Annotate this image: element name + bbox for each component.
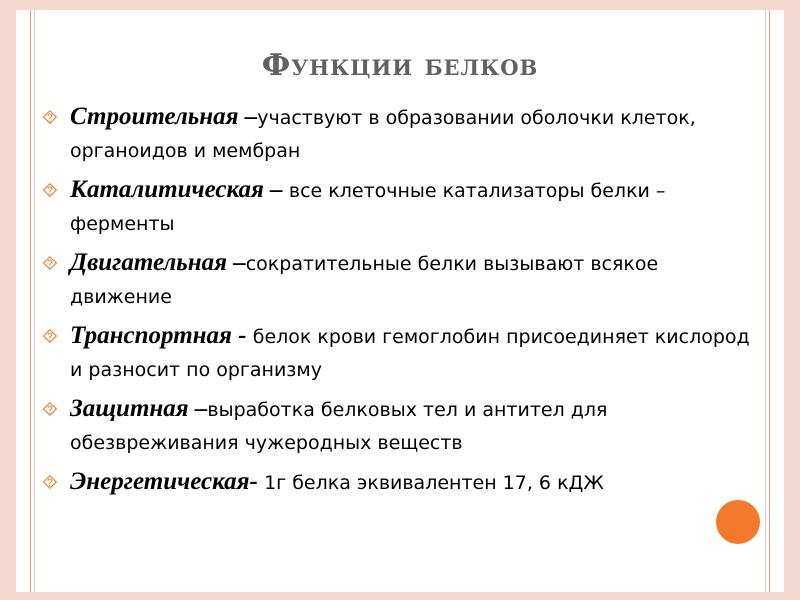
right-border-line-inner [765, 10, 766, 592]
function-term: Защитная – [70, 395, 208, 422]
list-item [40, 174, 750, 240]
function-term: Двигательная – [70, 249, 246, 276]
function-description: сократительные белки вызывают всякое движение [70, 253, 659, 308]
functions-list [40, 101, 750, 506]
function-description: выработка белковых тел и антител для обезвреживания чужеродных веществ [70, 399, 608, 454]
function-description: 1г белка эквивалентен 17, 6 кДЖ [264, 472, 604, 494]
list-item [40, 393, 750, 459]
arrow-bullet-icon: ⯑ [42, 470, 58, 494]
function-description: участвуют в образовании оболочки клеток, органоидов и мембран [70, 107, 696, 162]
slide-title: Функции белков [261, 48, 539, 83]
function-term: Строительная – [70, 103, 258, 130]
function-description: все клеточные катализаторы белки –ферменты [70, 180, 666, 235]
list-item [40, 247, 750, 313]
list-item [40, 101, 750, 167]
function-term: Транспортная - [70, 322, 253, 349]
list-item [40, 320, 750, 386]
arrow-bullet-icon: ⯑ [42, 397, 58, 421]
function-description: белок крови гемоглобин присоединяет кислород и разносит по организму [70, 326, 750, 381]
arrow-bullet-icon: ⯑ [42, 324, 58, 348]
list-item [40, 466, 750, 499]
orange-circle-decoration [716, 500, 760, 544]
left-border-line-inner [34, 10, 35, 592]
function-term: Каталитическая – [70, 176, 289, 203]
right-border-line [769, 10, 770, 592]
arrow-bullet-icon: ⯑ [42, 105, 58, 129]
left-border-line [30, 10, 31, 592]
function-term: Энергетическая- [70, 468, 265, 495]
arrow-bullet-icon: ⯑ [42, 251, 58, 275]
arrow-bullet-icon: ⯑ [42, 178, 58, 202]
